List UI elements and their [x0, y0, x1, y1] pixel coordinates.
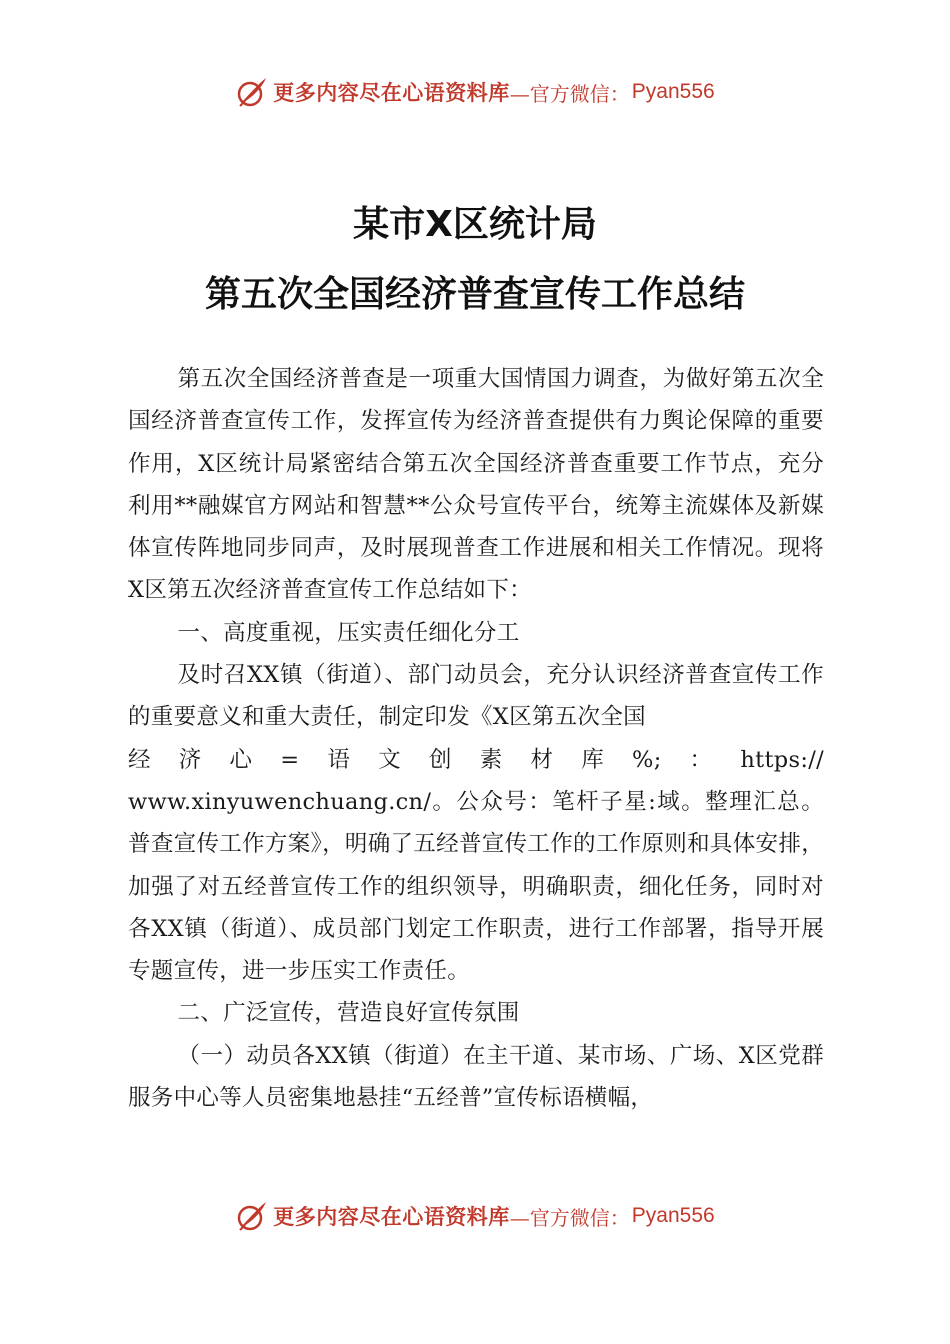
banner-brand: 更多内容尽在心语资料库: [273, 1204, 510, 1229]
banner-wechat-label: —官方微信：: [509, 81, 630, 106]
header-banner: [0, 72, 950, 112]
banner-wechat-id: Pyan556: [631, 1204, 715, 1227]
paragraph-2: （一）动员各XX镇（街道）在主干道、某市场、广场、X区党群服务中心等人员密集地悬挂“五经普”宣传标语横幅，: [128, 1042, 824, 1112]
quill-logo-icon: [235, 75, 269, 109]
paragraph-1-spread-line: 经济心=语文创素材库%;：https://: [128, 746, 824, 773]
paragraph-1-part1: 及时召XX镇（街道）、部门动员会，充分认识经济普查宣传工作的重要意义和重大责任，制定印发《X区第五次全国: [128, 662, 824, 731]
banner-brand: 更多内容尽在心语资料库: [273, 80, 510, 105]
banner-wechat-label: —官方微信：: [509, 1205, 630, 1230]
document-body: [128, 358, 824, 1119]
document-title-line1: 某市X区统计局: [353, 204, 597, 245]
footer-banner: [0, 1196, 950, 1236]
intro-paragraph: 第五次全国经济普查是一项重大国情国力调查，为做好第五次全国经济普查宣传工作，发挥宣传为经济普查提供有力舆论保障的重要作用，X区统计局紧密结合第五次全国经济普查重要工作节点，充分利用**融媒官方网站和智慧**公众号宣传平台，统筹主流媒体及新媒体宣传阵地同步同声，及时展现普查工作进展和相关工作情况。现将X区第五次经济普查宣传工作总结如下：: [128, 366, 824, 604]
banner-wechat-id: Pyan556: [631, 80, 715, 103]
quill-logo-icon: [235, 1199, 269, 1233]
document-title-line2: 第五次全国经济普查宣传工作总结: [204, 274, 745, 315]
paragraph-1-part2: www.xinyuwenchuang.cn/。公众号：笔杆子星:域。整理汇总。普查宣传工作方案》，明确了五经普宣传工作的工作原则和具体安排，加强了对五经普宣传工作的组织领导，明确职责，细化任务，同时对各XX镇（街道）、成员部门划定工作职责，进行工作部署，指导开展专题宣传，进一步压实工作责任。: [128, 788, 824, 985]
section-heading-1: 一、高度重视，压实责任细化分工: [177, 619, 520, 646]
section-heading-2: 二、广泛宣传，营造良好宣传氛围: [177, 1000, 520, 1027]
